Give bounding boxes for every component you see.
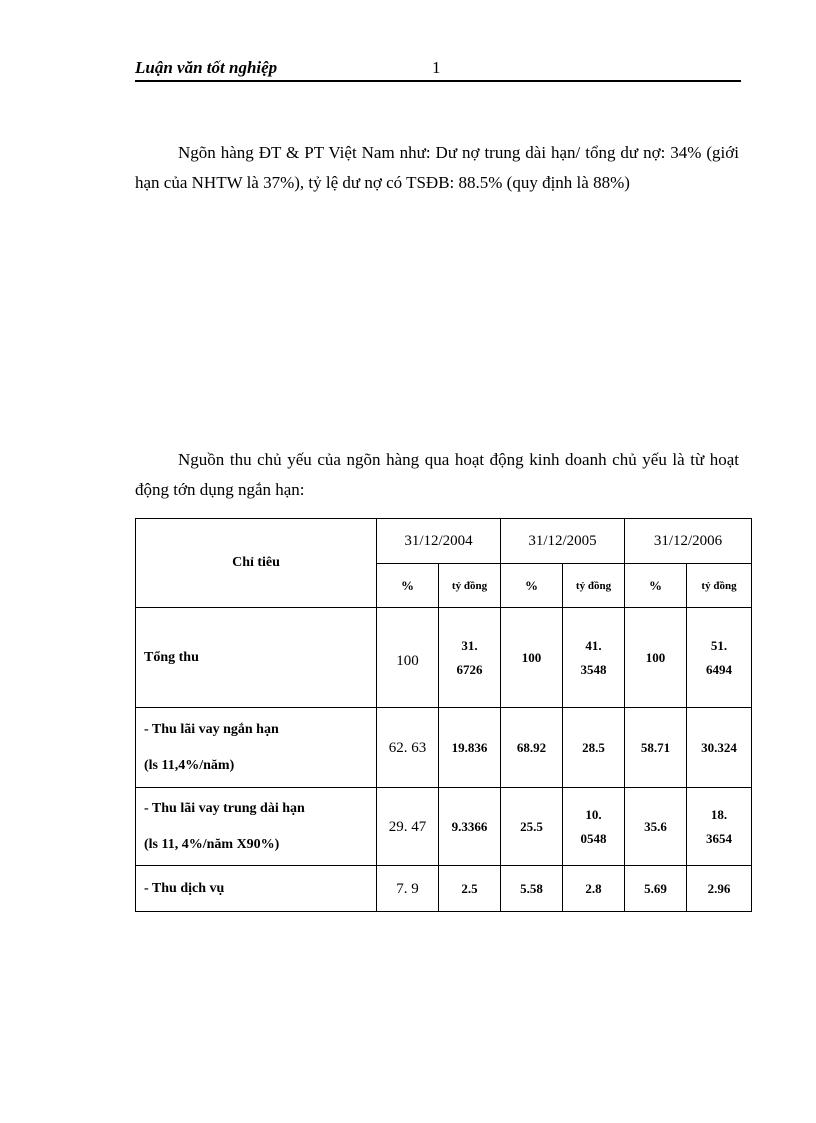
amount-header: tỷ đồng: [563, 564, 625, 608]
percent-cell: 29. 47: [377, 788, 439, 866]
amount-header: tỷ đồng: [439, 564, 501, 608]
row-label: - Thu dịch vụ: [136, 866, 377, 912]
percent-cell: 7. 9: [377, 866, 439, 912]
amount-cell: 10. 0548: [563, 788, 625, 866]
row-label: - Thu lãi vay trung dài hạn (ls 11, 4%/năm X90%): [136, 788, 377, 866]
table-row: [136, 708, 752, 788]
paragraph: Nguồn thu chủ yếu của ngõn hàng qua hoạt động kinh doanh chủ yếu là từ hoạt động tớn dụng ngắn hạn:: [135, 450, 739, 499]
amount-cell: 28.5: [563, 708, 625, 788]
amount-cell: 2.8: [563, 866, 625, 912]
year-header: 31/12/2005: [501, 519, 625, 564]
percent-cell: 58.71: [625, 708, 687, 788]
percent-header: %: [501, 564, 563, 608]
percent-cell: 5.69: [625, 866, 687, 912]
percent-cell: 5.58: [501, 866, 563, 912]
page-number: 1: [432, 58, 441, 77]
percent-cell: 100: [377, 608, 439, 708]
table-row: [136, 788, 752, 866]
amount-cell: 31. 6726: [439, 608, 501, 708]
year-header: 31/12/2004: [377, 519, 501, 564]
percent-cell: 35.6: [625, 788, 687, 866]
year-header: 31/12/2006: [625, 519, 752, 564]
table-row: [136, 866, 752, 912]
row-label: - Thu lãi vay ngắn hạn (ls 11,4%/năm): [136, 708, 377, 788]
amount-cell: 9.3366: [439, 788, 501, 866]
amount-cell: 30.324: [687, 708, 752, 788]
percent-cell: 100: [501, 608, 563, 708]
row-label: Tổng thu: [136, 608, 377, 708]
percent-cell: 100: [625, 608, 687, 708]
amount-cell: 2.5: [439, 866, 501, 912]
page-header: [135, 58, 741, 82]
amount-cell: 19.836: [439, 708, 501, 788]
amount-cell: 51. 6494: [687, 608, 752, 708]
amount-cell: 18. 3654: [687, 788, 752, 866]
revenue-table: [135, 518, 752, 912]
percent-cell: 68.92: [501, 708, 563, 788]
document-title: Luận văn tốt nghiệp: [135, 58, 278, 77]
table-row: [136, 608, 752, 708]
percent-header: %: [625, 564, 687, 608]
percent-cell: 25.5: [501, 788, 563, 866]
paragraph: Ngõn hàng ĐT & PT Việt Nam như: Dư nợ trung dài hạn/ tổng dư nợ: 34% (giới hạn của NHTW là 37%), tỷ lệ dư nợ có TSĐB: 88.5% (quy định là 88%): [135, 143, 739, 192]
amount-cell: 2.96: [687, 866, 752, 912]
indicator-header: Chỉ tiêu: [136, 519, 377, 608]
percent-header: %: [377, 564, 439, 608]
percent-cell: 62. 63: [377, 708, 439, 788]
amount-header: tỷ đồng: [687, 564, 752, 608]
amount-cell: 41. 3548: [563, 608, 625, 708]
